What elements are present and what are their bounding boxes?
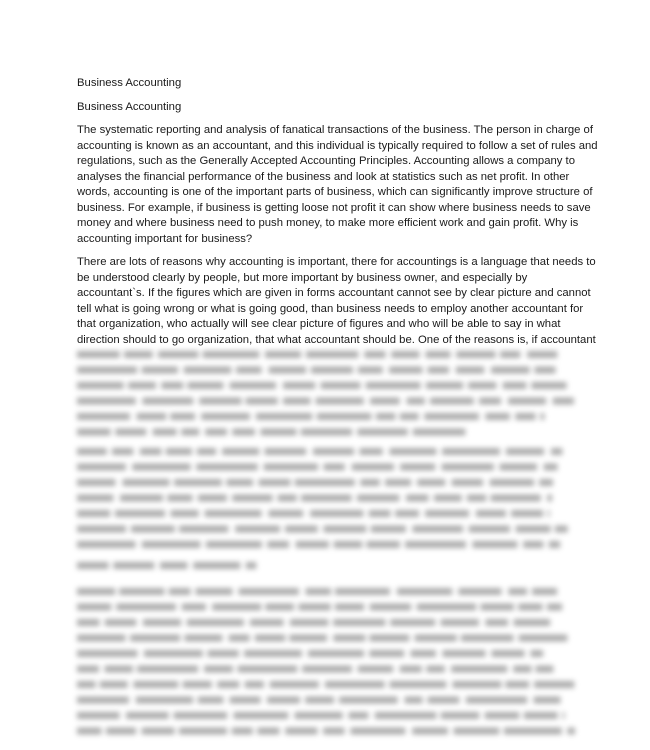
blurred-word <box>77 619 100 626</box>
blurred-word <box>212 604 261 611</box>
blurred-word <box>562 712 564 719</box>
blurred-word <box>503 382 527 389</box>
blurred-word <box>321 382 361 389</box>
blurred-word <box>313 448 354 455</box>
blurred-word <box>466 697 527 704</box>
blurred-word <box>532 588 557 595</box>
blurred-word <box>174 712 228 719</box>
blurred-word <box>441 712 480 719</box>
blurred-word <box>196 464 258 471</box>
blurred-word <box>376 413 396 420</box>
blurred-word <box>295 712 343 719</box>
blurred-word <box>197 448 216 455</box>
blurred-word <box>260 429 296 436</box>
blurred-word <box>390 681 447 688</box>
paragraph-line: accountant`s. If the figures which are given in forms accountant cannot see by clear picture and cannot <box>77 287 591 299</box>
blurred-word <box>323 728 345 735</box>
blurred-word <box>357 495 399 502</box>
blurred-word <box>325 681 385 688</box>
paragraph-line: tell what is going wrong or what is going good, than business needs to employ another accountant for <box>77 302 584 315</box>
blurred-word <box>539 479 553 486</box>
blurred-word <box>316 398 364 405</box>
blurred-word <box>246 398 278 405</box>
blurred-word <box>206 541 262 548</box>
blurred-word <box>476 510 506 517</box>
blurred-word <box>370 398 400 405</box>
blurred-word <box>105 666 134 673</box>
blurred-word <box>515 413 535 420</box>
blurred-word <box>256 413 312 420</box>
blurred-word <box>166 448 192 455</box>
blurred-word <box>390 619 435 626</box>
blurred-word <box>236 367 262 374</box>
blurred-word <box>452 479 483 486</box>
paragraph-line: regulations, such as the Generally Accepted Accounting Principles. Accounting allows a company to <box>77 155 575 167</box>
blurred-word <box>451 666 507 673</box>
blurred-word <box>137 666 198 673</box>
blurred-word <box>119 588 164 595</box>
blurred-word <box>77 429 111 436</box>
blurred-word <box>366 541 400 548</box>
paragraph-line: The systematic reporting and analysis of fanatical transactions of the business. The person in charge of <box>77 124 593 136</box>
blurred-word <box>405 541 466 548</box>
blurred-word <box>481 604 515 611</box>
blurred-word <box>283 398 311 405</box>
blurred-word <box>360 479 380 486</box>
blurred-word <box>230 697 261 704</box>
blurred-word <box>187 619 244 626</box>
blurred-word <box>77 666 99 673</box>
blurred-word <box>77 541 136 548</box>
blurred-word <box>116 604 176 611</box>
blurred-word <box>400 464 435 471</box>
blurred-word <box>120 495 163 502</box>
blurred-word <box>359 448 382 455</box>
blurred-word <box>184 367 232 374</box>
blurred-word <box>461 635 514 642</box>
blurred-word <box>430 398 474 405</box>
blurred-word <box>397 588 452 595</box>
blurred-word <box>534 367 555 374</box>
blurred-word <box>142 541 201 548</box>
blurred-word <box>485 619 508 626</box>
blurred-word <box>534 697 561 704</box>
blurred-word <box>77 382 124 389</box>
blurred-word <box>106 728 136 735</box>
blurred-word <box>334 541 363 548</box>
blurred-word <box>506 448 544 455</box>
blurred-word <box>352 464 394 471</box>
blurred-word <box>201 413 250 420</box>
blurred-word <box>153 429 177 436</box>
paragraph-reasons <box>77 255 596 348</box>
blurred-word <box>323 526 366 533</box>
blurred-word <box>232 495 272 502</box>
blurred-word <box>405 697 423 704</box>
blurred-word <box>285 526 318 533</box>
blurred-word <box>412 526 463 533</box>
blurred-word <box>137 413 167 420</box>
blurred-word <box>491 650 524 657</box>
blurred-word <box>143 619 181 626</box>
blurred-word <box>229 635 250 642</box>
blurred-word <box>417 604 477 611</box>
blurred-word <box>468 382 496 389</box>
blurred-word <box>136 697 193 704</box>
blurred-word <box>77 398 136 405</box>
document-body <box>77 76 598 356</box>
blurred-word <box>442 464 494 471</box>
blurred-word <box>77 728 102 735</box>
blurred-word <box>182 604 206 611</box>
blurred-word <box>339 697 398 704</box>
blurred-word <box>547 604 562 611</box>
blurred-word <box>516 526 551 533</box>
blurred-word <box>264 464 319 471</box>
blurred-word <box>255 635 285 642</box>
blurred-word <box>375 712 437 719</box>
blurred-word <box>434 495 462 502</box>
blurred-word <box>126 712 169 719</box>
blurred-word <box>278 495 297 502</box>
blurred-word <box>349 712 369 719</box>
blurred-word <box>193 562 240 569</box>
blurred-word <box>534 681 574 688</box>
blurred-word <box>290 619 329 626</box>
blurred-word <box>442 650 485 657</box>
blurred-word <box>217 681 239 688</box>
blurred-word <box>358 666 393 673</box>
blurred-word <box>456 367 485 374</box>
blurred-word <box>549 541 560 548</box>
blurred-word <box>142 367 178 374</box>
blurred-word <box>144 650 203 657</box>
blurred-word <box>369 650 404 657</box>
blurred-word <box>467 495 486 502</box>
blurred-word <box>400 666 422 673</box>
blurred-word <box>77 562 109 569</box>
blurred-word <box>508 398 546 405</box>
blurred-word <box>335 588 390 595</box>
blurred-word <box>161 382 183 389</box>
blurred-word <box>105 619 137 626</box>
blurred-word <box>295 479 355 486</box>
blurred-word <box>306 588 331 595</box>
blurred-word <box>198 697 224 704</box>
blurred-word <box>246 562 256 569</box>
blurred-word <box>239 588 299 595</box>
blurred-word <box>358 367 383 374</box>
blurred-word <box>417 479 445 486</box>
blurred-word <box>265 604 294 611</box>
blurred-word <box>426 666 445 673</box>
blurred-word <box>357 429 408 436</box>
blurred-word <box>335 604 364 611</box>
blurred-word <box>208 650 239 657</box>
blurred-word <box>500 464 538 471</box>
blurred-word <box>285 728 317 735</box>
paragraph-intro <box>77 123 598 247</box>
blurred-word <box>428 367 450 374</box>
blurred-word <box>333 619 385 626</box>
blurred-word <box>171 510 199 517</box>
paragraph-line: that organization, who actually will see clear picture of figures and who will be able to say in what <box>77 318 561 330</box>
blurred-word <box>458 588 501 595</box>
blurred-word <box>244 650 302 657</box>
blurred-word <box>234 712 289 719</box>
blurred-word <box>504 728 562 735</box>
blurred-word <box>428 697 460 704</box>
blurred-word <box>531 650 544 657</box>
paragraph-line: business. For example, if business is getting loose not profit it can show where business needs to save <box>77 201 591 214</box>
blurred-word <box>179 526 228 533</box>
blurred-word <box>308 650 364 657</box>
blurred-word <box>160 562 188 569</box>
blurred-word <box>518 604 542 611</box>
blurred-word <box>199 398 241 405</box>
blurred-word <box>77 510 110 517</box>
blurred-word <box>77 635 126 642</box>
blurred-word <box>519 635 568 642</box>
blurred-word <box>196 588 233 595</box>
blurred-word <box>385 479 411 486</box>
blurred-word <box>264 448 306 455</box>
blurred-word <box>311 367 353 374</box>
blurred-word <box>267 541 289 548</box>
blurred-word <box>366 382 421 389</box>
blurred-word <box>400 413 419 420</box>
paragraph-line: money and where business need to push money, to make more efficient work and gain profit. Why is <box>77 217 579 229</box>
blurred-word <box>324 464 345 471</box>
blurred-word <box>113 562 154 569</box>
blurred-word <box>415 635 457 642</box>
blurred-word <box>452 681 501 688</box>
blurred-word <box>232 429 255 436</box>
blurred-word <box>511 510 543 517</box>
paragraph-line: words, accounting is one of the important parts of business, which can significantly improve structure of <box>77 186 593 198</box>
blurred-word <box>222 448 259 455</box>
blurred-word <box>77 650 138 657</box>
blurred-word <box>205 429 227 436</box>
blurred-word <box>77 367 137 374</box>
blurred-word <box>491 367 530 374</box>
blurred-word <box>238 666 298 673</box>
blurred-word <box>350 728 405 735</box>
blurred-word <box>115 510 165 517</box>
blurred-word <box>544 464 558 471</box>
blurred-word <box>77 479 116 486</box>
blurred-word <box>389 448 436 455</box>
blurred-word <box>169 588 191 595</box>
blurred-word <box>289 635 327 642</box>
paragraph-line: accounting important for business? <box>77 232 253 245</box>
blurred-word <box>524 712 558 719</box>
paragraph-line: accounting is known as an accountant, and this individual is typically required to follow a set of rules and <box>77 139 598 152</box>
blurred-word <box>198 495 227 502</box>
paragraph-line: There are lots of reasons why accounting is important, there for accountings is a language that needs to <box>77 256 596 268</box>
blurred-word <box>77 604 111 611</box>
blurred-word <box>226 479 253 486</box>
blurred-word <box>426 382 463 389</box>
blurred-word <box>454 728 500 735</box>
blurred-word <box>536 666 554 673</box>
document-title: Business Accounting <box>77 77 182 89</box>
blurred-word <box>77 448 107 455</box>
blurred-word <box>395 510 419 517</box>
blurred-word <box>268 510 303 517</box>
blurred-word <box>508 588 527 595</box>
blurred-word <box>183 681 212 688</box>
blurred-word <box>369 510 391 517</box>
blurred-word <box>77 464 126 471</box>
blurred-word <box>505 681 529 688</box>
blurred-word <box>424 413 479 420</box>
blurred-word <box>235 526 280 533</box>
blurred-word <box>485 413 509 420</box>
blurred-word <box>250 619 284 626</box>
blurred-word <box>485 712 520 719</box>
blurred-word <box>115 429 146 436</box>
blurred-word <box>551 448 562 455</box>
blurred-word <box>548 510 550 517</box>
blurred-word <box>77 526 126 533</box>
blurred-word <box>479 398 501 405</box>
blurred-word <box>205 510 262 517</box>
blurred-word <box>333 635 365 642</box>
blurred-word <box>425 510 469 517</box>
blurred-word <box>77 681 96 688</box>
blurred-word <box>123 479 170 486</box>
blurred-word <box>317 413 372 420</box>
blurred-word <box>269 367 307 374</box>
blurred-word <box>514 619 551 626</box>
blurred-word <box>112 448 133 455</box>
blurred-word <box>142 728 175 735</box>
document-subtitle: Business Accounting <box>77 100 182 113</box>
blurred-word <box>77 588 115 595</box>
blurred-word <box>369 635 409 642</box>
blurred-word <box>406 495 429 502</box>
blurred-word <box>310 510 363 517</box>
blurred-word <box>132 464 190 471</box>
blurred-word <box>142 398 193 405</box>
blurred-word <box>230 382 277 389</box>
blurred-word <box>77 495 113 502</box>
blurred-word <box>298 604 330 611</box>
blurred-word <box>490 479 534 486</box>
blurred-word <box>523 541 543 548</box>
paragraph-line: direction should to go organization, that what accountant should be. One of the reasons is, if accountant <box>77 333 596 346</box>
blurred-word <box>232 728 253 735</box>
blurred-word <box>305 697 334 704</box>
blurred-word <box>245 681 264 688</box>
blurred-word <box>77 712 120 719</box>
blurred-word <box>302 666 352 673</box>
blurred-word <box>441 619 479 626</box>
blurred-word <box>270 681 319 688</box>
blurred-word <box>259 479 291 486</box>
blurred-word <box>77 413 130 420</box>
blurred-word <box>128 382 156 389</box>
blurred-word <box>187 382 223 389</box>
blurred-word <box>413 429 466 436</box>
blurred-word <box>472 541 517 548</box>
blurred-word <box>130 635 180 642</box>
blurred-word <box>301 495 352 502</box>
blurred-word <box>547 495 552 502</box>
blurred-word <box>174 479 222 486</box>
blurred-word <box>540 413 544 420</box>
blurred-word <box>301 429 352 436</box>
blurred-word <box>469 526 510 533</box>
blurred-word <box>131 526 175 533</box>
blurred-word <box>412 728 448 735</box>
blurred-word <box>283 382 315 389</box>
blurred-word <box>531 382 566 389</box>
blurred-word <box>140 448 162 455</box>
blurred-word <box>296 541 329 548</box>
paragraph-line: analyses the financial performance of the business and look at statistics such as net profit. In other <box>77 170 570 183</box>
blurred-word <box>442 448 500 455</box>
blurred-word <box>170 413 195 420</box>
blurred-word <box>371 526 406 533</box>
blurred-word <box>553 398 574 405</box>
blurred-word <box>100 681 128 688</box>
blurred-word <box>204 666 233 673</box>
blurred-word <box>567 728 575 735</box>
paragraph-line: be understood clearly by people, but more important by business owner, and especially by <box>77 271 528 284</box>
blurred-word <box>181 429 199 436</box>
blurred-word <box>77 697 129 704</box>
blurred-word <box>513 666 531 673</box>
blurred-word <box>389 367 423 374</box>
blurred-word <box>407 398 425 405</box>
blurred-word <box>179 728 227 735</box>
blurred-word <box>184 635 222 642</box>
blurred-word <box>411 650 437 657</box>
blurred-word <box>133 681 178 688</box>
blurred-word <box>167 495 192 502</box>
blurred-word <box>267 697 300 704</box>
blurred-word <box>257 728 279 735</box>
blurred-word <box>370 604 411 611</box>
blurred-word <box>555 526 568 533</box>
blurred-word <box>491 495 541 502</box>
